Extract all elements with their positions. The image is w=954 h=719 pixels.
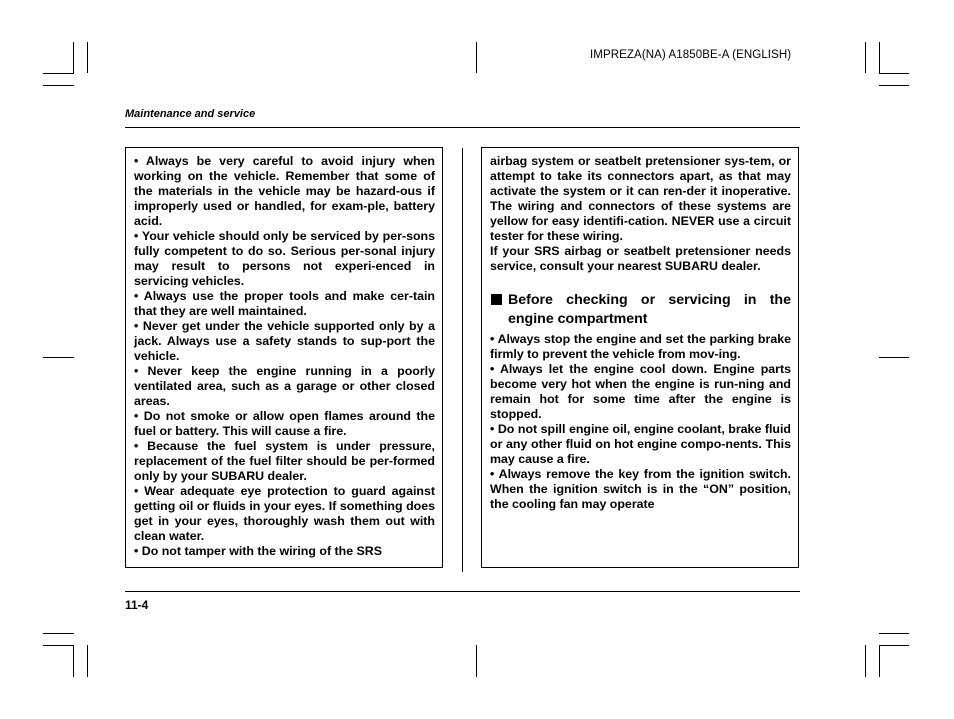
header-rule (125, 127, 800, 128)
warning-item: • Always stop the engine and set the parking brake firmly to prevent the vehicle from mov-ing. (490, 332, 791, 361)
crop-mark (879, 645, 909, 646)
warning-item: • Do not tamper with the wiring of the SRS (134, 544, 383, 558)
square-bullet-icon (491, 294, 502, 305)
crop-mark (87, 645, 88, 677)
warning-item: • Do not smoke or allow open flames around the fuel or battery. This will cause a fire. (134, 409, 435, 438)
crop-mark (879, 85, 909, 86)
warning-item: • Do not spill engine oil, engine coolant, brake fluid or any other fluid on hot engine compo-nents. This may cause a fire. (490, 422, 791, 466)
warning-box-right (481, 147, 799, 568)
crop-mark (73, 42, 74, 73)
crop-mark (879, 645, 880, 677)
crop-mark (865, 42, 866, 73)
crop-mark (43, 85, 74, 86)
page-number: 11-4 (125, 598, 149, 612)
warning-box-left (125, 147, 443, 568)
crop-mark (879, 357, 909, 358)
document-id: IMPREZA(NA) A1850BE-A (ENGLISH) (590, 49, 792, 61)
warning-item: • Your vehicle should only be serviced by per-sons fully competent to do so. Serious per-sonal injury may result to persons not experi-enced in servicing vehicles. (134, 229, 435, 288)
crop-mark (879, 42, 880, 73)
footer-rule (125, 591, 800, 592)
warning-item: If your SRS airbag or seatbelt pretensioner needs service, consult your nearest SUBARU dealer. (490, 244, 791, 273)
warning-item: • Because the fuel system is under pressure, replacement of the fuel filter should be per-formed only by your SUBARU dealer. (134, 439, 435, 483)
crop-mark (879, 633, 909, 634)
crop-mark (43, 357, 74, 358)
crop-mark (43, 633, 74, 634)
column-divider (462, 148, 463, 572)
warning-item: • Wear adequate eye protection to guard against getting oil or fluids in your eyes. If something does get in your eyes, thoroughly wash them out with clean water. (134, 484, 435, 543)
warning-item: • Always use the proper tools and make cer-tain that they are well maintained. (134, 289, 435, 318)
crop-mark (865, 645, 866, 677)
crop-mark (73, 645, 74, 677)
crop-mark (476, 42, 477, 73)
crop-mark (43, 645, 74, 646)
subheading (490, 291, 791, 328)
crop-mark (879, 73, 909, 74)
warning-item: airbag system or seatbelt pretensioner sys-tem, or attempt to take its connectors apart, as that may activate the system or it can ren-der it inoperative. The wiring and connectors of these systems are yellow for easy identifi-cation. NEVER use a circuit tester for these wiring. (490, 154, 791, 243)
warning-item: • Always let the engine cool down. Engine parts become very hot when the engine is run-ning and remain hot for some time after the engine is stopped. (490, 362, 791, 421)
warning-item: • Never keep the engine running in a poorly ventilated area, such as a garage or other closed areas. (134, 364, 435, 408)
warning-item: • Always remove the key from the ignition switch. When the ignition switch is in the “ON” position, the cooling fan may operate (490, 467, 791, 511)
section-title: Maintenance and service (125, 108, 256, 120)
warning-item: • Never get under the vehicle supported only by a jack. Always use a safety stands to sup-port the vehicle. (134, 319, 435, 363)
subheading-text: Before checking or servicing in the engine compartment (508, 292, 791, 327)
crop-mark (43, 73, 74, 74)
warning-item: • Always be very careful to avoid injury when working on the vehicle. Remember that some of the materials in the vehicle may be hazard-ous if improperly used or handled, for exam-ple, battery acid. (134, 154, 435, 228)
crop-mark (87, 42, 88, 73)
crop-mark (476, 645, 477, 677)
